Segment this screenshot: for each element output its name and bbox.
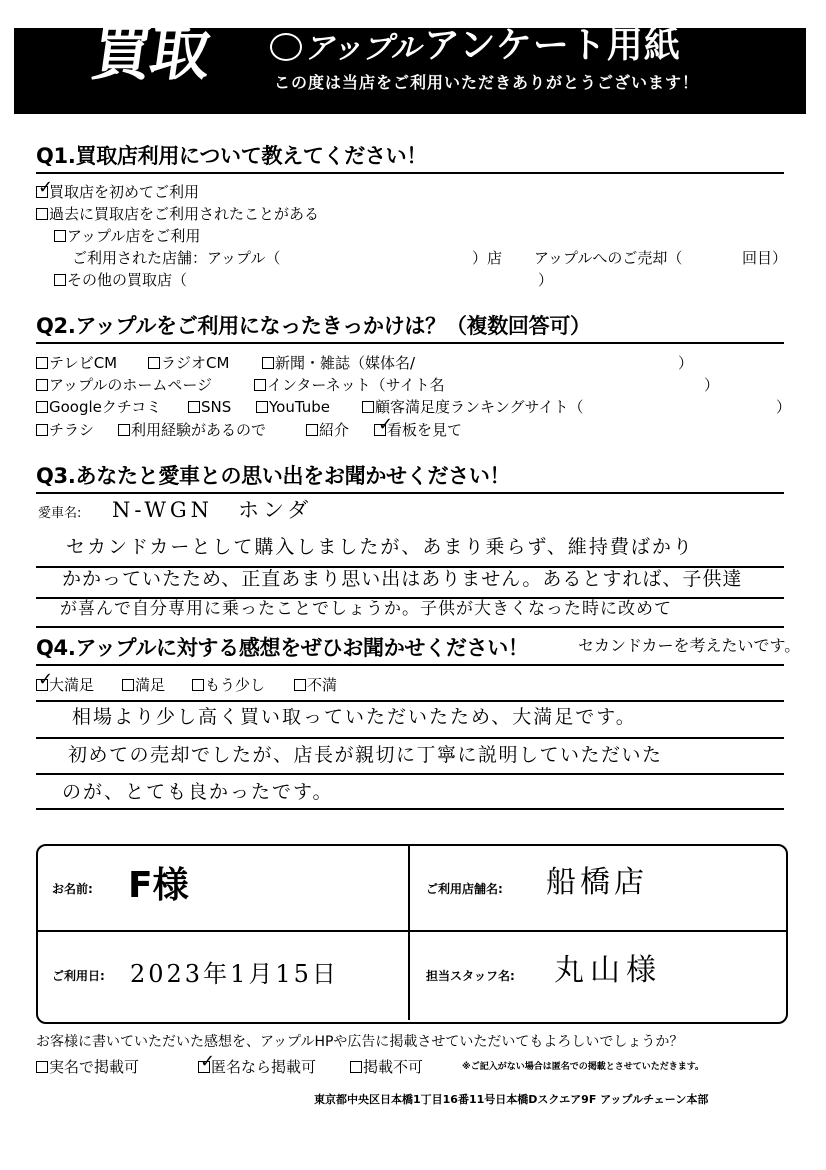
check-mark-icon: ✓ [38,177,54,198]
consent-option-real-name[interactable] [36,1060,139,1075]
q1-title: Q1.買取店利用について教えてください！ [36,144,428,168]
q1-option-other-label: その他の買取店（ [67,271,188,289]
writing-line [36,737,784,739]
q1-rule [36,172,784,174]
checkbox[interactable] [54,230,66,242]
q2-row2-close: ） [704,376,720,394]
q2-option-flyer[interactable] [36,423,94,438]
checkbox[interactable] [36,208,48,220]
q4-title: Q4.アップルに対する感想をぜひお聞かせください！ [36,636,529,660]
q2-row1-close: ） [678,354,694,372]
q2-option-sns[interactable] [188,400,231,415]
checkbox[interactable] [36,357,48,369]
q4-option-label: 大満足 [49,676,95,694]
staff-name-label: 担当スタッフ名: [426,969,515,983]
q2-option-label: テレビCM [49,354,118,372]
q4-option-label: もう少し [205,676,266,694]
checkbox[interactable] [188,401,200,413]
q3-answer-line-2: かかっていたため、正直あまり思い出はありません。あるとすれば、子供達 [62,568,743,590]
form-subtitle: この度は当店をご利用いただきありがとうございます！ [274,73,700,92]
checkbox[interactable] [306,424,318,436]
q1-sale-label: アップルへのご売却（ [534,249,683,267]
check-mark-icon: ✓ [200,1051,216,1072]
car-name-label: 愛車名: [38,506,82,521]
footer-address: 東京都中央区日本橋1丁目16番11号日本橋Dスクエア9F アップルチェーン本部 [314,1093,709,1106]
q1-store-label: ご利用された店舗：アップル（ [72,249,281,267]
q2-option-label: 利用経験があるので [131,421,267,439]
q2-option-label: 看板を見て [387,421,463,439]
checkbox[interactable] [122,679,134,691]
checkbox[interactable] [148,357,160,369]
checkbox[interactable] [192,679,204,691]
q4-rule [36,664,784,666]
q4-answer-line-1: 相場より少し高く買い取っていただいたため、大満足です。 [72,706,637,728]
q4-option-dissatisfied[interactable] [294,678,337,693]
checkbox[interactable] [256,401,268,413]
q1-option-first[interactable] [36,185,199,200]
q1-sale-suffix: 回目） [742,249,788,267]
q2-option-label: YouTube [269,398,330,416]
q2-option-homepage[interactable] [36,378,212,393]
writing-line [36,773,784,775]
q3-rule [36,492,784,494]
q2-row3-close: ） [776,398,792,416]
writing-line [36,700,784,702]
consent-option-anonymous[interactable] [198,1060,316,1075]
checkbox[interactable] [362,401,374,413]
writing-line [36,808,784,810]
q2-option-label: インターネット（サイト名 [267,376,445,394]
visit-date-label: ご利用日: [52,969,105,983]
q1-option-apple-label: アップル店をご利用 [67,227,201,245]
consent-note: ※ご記入がない場合は匿名での掲載とさせていただきます。 [462,1062,705,1072]
q1-store-suffix: ）店 [472,249,503,267]
q4-option-label: 満足 [135,676,166,694]
q3-answer-line-1: セカンドカーとして購入しましたが、あまり乗らず、維持費ばかり [66,536,694,558]
checkbox[interactable] [350,1061,362,1073]
q1-option-past-label: 過去に買取店をご利用されたことがある [49,205,320,223]
info-divider-horizontal [38,930,786,932]
q2-option-newspaper[interactable] [262,356,415,371]
consent-option-label: 実名で掲載可 [49,1058,140,1076]
q4-option-label: 不満 [307,676,338,694]
q1-option-other[interactable] [54,273,187,288]
info-divider-vertical [408,846,410,1020]
checkbox[interactable] [118,424,130,436]
q2-option-youtube[interactable] [256,400,330,415]
q2-option-label: ラジオCM [161,354,230,372]
brand-logo: アップル [304,31,421,66]
q2-option-label: 紹介 [319,421,350,439]
q3-answer-line-3: が喜んで自分専用に乗ったことでしょうか。子供が大きくなった時に改めて [60,599,672,619]
checkbox[interactable] [36,1061,48,1073]
store-name-label: ご利用店舗名: [426,882,503,896]
store-name-value: 船橋店 [546,865,648,900]
consent-question: お客様に書いていただいた感想を、アップルHPや広告に掲載させていただいてもよろしいでしょうか？ [36,1034,684,1050]
checkbox[interactable] [36,424,48,436]
q1-option-first-label: 買取店を初めてご利用 [49,183,200,201]
q2-option-tvcm[interactable] [36,356,117,371]
q1-option-apple[interactable] [54,229,200,244]
q4-option-satisfied[interactable] [122,678,165,693]
apple-logo-icon [270,33,302,61]
name-label: お名前: [52,882,93,896]
car-name-value: N-WGN ホンダ [112,498,313,522]
q1-option-past[interactable] [36,207,319,222]
name-value: F様 [128,865,189,906]
q2-option-label: Googleクチコミ [49,398,162,416]
q2-option-label: 顧客満足度ランキングサイト（ [375,398,584,416]
q1-other-close: ） [538,271,554,289]
consent-option-label: 匿名なら掲載可 [211,1058,317,1076]
q4-answer-line-3: のが、とても良かったです。 [62,781,334,803]
checkbox[interactable] [262,357,274,369]
q2-option-label: SNS [201,398,232,416]
staff-name-value: 丸山様 [554,953,662,988]
consent-option-label: 掲載不可 [363,1058,424,1076]
q3-answer-overflow: セカンドカーを考えたいです。 [578,636,801,655]
checkbox[interactable] [54,274,66,286]
q2-title: Q2.アップルをご利用になったきっかけは？（複数回答可） [36,314,591,338]
writing-line [36,626,784,628]
q4-answer-line-2: 初めての売却でしたが、店長が親切に丁寧に説明していただいた [68,744,663,766]
q2-option-radiocm[interactable] [148,356,229,371]
check-mark-icon: ✓ [378,414,394,435]
q2-option-internet[interactable] [254,378,445,393]
q2-option-label: 新聞・雑誌（媒体名/ [275,354,416,372]
q4-option-somewhat[interactable] [192,678,265,693]
visit-date-value: 2023年1月15日 [130,960,339,988]
checkbox[interactable] [294,679,306,691]
q3-title: Q3.あなたと愛車との思い出をお聞かせください！ [36,464,511,488]
q2-option-google[interactable] [36,400,161,415]
q2-option-ranking[interactable] [362,400,584,415]
q2-option-experience[interactable] [118,423,266,438]
kaitori-heading: 買取 [87,19,213,89]
checkbox[interactable] [36,401,48,413]
q2-option-label: アップルのホームページ [49,376,213,394]
q2-option-referral[interactable] [306,423,349,438]
q2-option-label: チラシ [49,421,95,439]
checkbox[interactable] [254,379,266,391]
check-mark-icon: ✓ [38,669,54,690]
q2-rule [36,342,784,344]
form-title: アンケート用紙 [424,25,681,66]
consent-option-none[interactable] [350,1060,423,1075]
checkbox[interactable] [36,379,48,391]
